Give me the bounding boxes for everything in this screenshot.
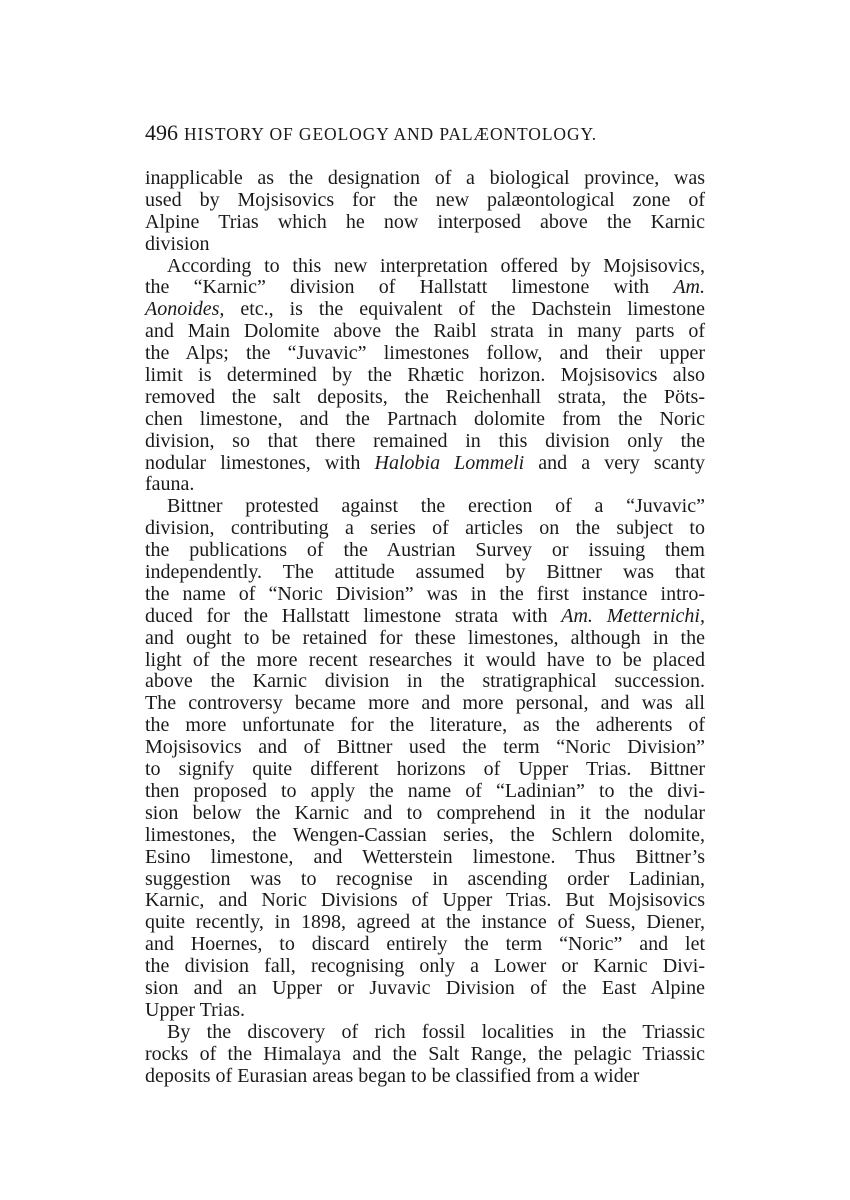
text-line: [145, 956, 705, 978]
text-line: [145, 190, 705, 212]
text-run: to signify quite different horizons of Upper Trias. Bittner: [145, 758, 705, 781]
italic-name: Halobia Lommeli: [374, 451, 525, 474]
paragraph: [145, 168, 705, 256]
paragraph: [145, 1022, 705, 1088]
text-run: The controversy became more and more personal, and was all: [145, 692, 705, 715]
text-run: the Alps; the “Juvavic” limestones follow, and their upper: [145, 342, 705, 365]
text-line: [145, 277, 705, 299]
text-run: etc., is the equivalent of the Dachstein limestone: [224, 298, 705, 321]
text-line: [145, 781, 705, 803]
text-run: According to this new interpretation offered by Mojsisovics,: [167, 254, 705, 277]
text-run: chen limestone, and the Partnach dolomite from the Noric: [145, 407, 705, 430]
page-number: 496: [145, 120, 178, 145]
text-run: By the discovery of rich fossil localities in the Triassic: [167, 1020, 705, 1043]
text-line: [145, 628, 705, 650]
text-line: [145, 803, 705, 825]
running-head: [145, 120, 705, 146]
text-line: [145, 453, 705, 475]
text-line: [145, 671, 705, 693]
text-line: [145, 365, 705, 387]
text-run: the division fall, recognising only a Lower or Karnic Divi-: [145, 955, 705, 978]
text-line: [145, 474, 705, 496]
text-run: above the Karnic division in the stratigraphical succession.: [145, 670, 705, 693]
italic-name: Am. Metternichi,: [561, 604, 705, 627]
text-run: the more unfortunate for the literature, as the adherents of: [145, 714, 705, 737]
text-line: [145, 321, 705, 343]
text-run: inapplicable as the designation of a biological province, was: [145, 167, 705, 189]
paragraph: [145, 496, 705, 1021]
text-line: [145, 934, 705, 956]
text-run: quite recently, in 1898, agreed at the instance of Suess, Diener,: [145, 911, 705, 934]
text-line: [145, 869, 705, 891]
text-line: [145, 409, 705, 431]
running-head-title: HISTORY OF GEOLOGY AND PALÆONTOLOGY.: [183, 124, 598, 144]
text-run: light of the more recent researches it would have to be placed: [145, 648, 705, 671]
text-line: [145, 168, 705, 190]
text-run: deposits of Eurasian areas began to be classified from a wider: [145, 1064, 640, 1087]
text-run: division, contributing a series of articles on the subject to: [145, 517, 705, 540]
text-run: and Main Dolomite above the Raibl strata in many parts of: [145, 320, 705, 343]
text-line: [145, 540, 705, 562]
text-run: and Hoernes, to discard entirely the term “Noric” and let: [145, 933, 705, 956]
paragraph: [145, 256, 705, 497]
text-run: nodular limestones, with: [145, 451, 375, 474]
text-line: [145, 693, 705, 715]
text-line: [145, 234, 705, 256]
text-line: [145, 1022, 705, 1044]
text-line: [145, 212, 705, 234]
text-run: the publications of the Austrian Survey or issuing them: [145, 539, 705, 562]
text-line: [145, 1066, 705, 1088]
italic-name: Am.: [673, 276, 705, 299]
text-run: the name of “Noric Division” was in the first instance intro-: [145, 582, 705, 605]
text-line: [145, 737, 705, 759]
text-line: [145, 715, 705, 737]
text-run: the “Karnic” division of Hallstatt limestone with: [145, 276, 674, 299]
text-line: [145, 256, 705, 278]
text-run: Upper Trias.: [145, 998, 246, 1021]
text-run: independently. The attitude assumed by Bittner was that: [145, 561, 705, 584]
text-line: [145, 299, 705, 321]
text-line: [145, 518, 705, 540]
text-run: division: [145, 232, 210, 255]
text-line: [145, 978, 705, 1000]
text-run: suggestion was to recognise in ascending order Ladinian,: [145, 867, 705, 890]
text-line: [145, 650, 705, 672]
text-line: [145, 912, 705, 934]
text-line: [145, 562, 705, 584]
text-line: [145, 890, 705, 912]
italic-name: Aonoides,: [145, 298, 225, 321]
text-run: duced for the Hallstatt limestone strata with: [145, 604, 562, 627]
text-run: used by Mojsisovics for the new palæontological zone of: [145, 188, 705, 211]
text-line: [145, 387, 705, 409]
text-line: [145, 606, 705, 628]
text-line: [145, 584, 705, 606]
text-run: Esino limestone, and Wetterstein limestone. Thus Bittner’s: [145, 845, 705, 868]
text-run: sion below the Karnic and to comprehend in it the nodular: [145, 801, 705, 824]
text-run: Karnic, and Noric Divisions of Upper Trias. But Mojsisovics: [145, 889, 705, 912]
text-run: rocks of the Himalaya and the Salt Range, the pelagic Triassic: [145, 1042, 705, 1065]
text-line: [145, 825, 705, 847]
text-line: [145, 759, 705, 781]
text-run: limestones, the Wengen-Cassian series, the Schlern dolomite,: [145, 823, 705, 846]
text-run: Alpine Trias which he now interposed above the Karnic: [145, 210, 705, 233]
text-run: and a very scanty: [524, 451, 705, 474]
text-line: [145, 343, 705, 365]
text-run: Mojsisovics and of Bittner used the term “Noric Division”: [145, 736, 705, 759]
text-run: then proposed to apply the name of “Ladinian” to the divi-: [145, 779, 705, 802]
text-run: and ought to be retained for these limestones, although in the: [145, 626, 705, 649]
text-line: [145, 847, 705, 869]
text-run: fauna.: [145, 473, 195, 496]
text-run: sion and an Upper or Juvavic Division of the East Alpine: [145, 976, 705, 999]
text-run: removed the salt deposits, the Reichenhall strata, the Pöts-: [145, 385, 705, 408]
text-line: [145, 1000, 705, 1022]
text-run: division, so that there remained in this division only the: [145, 429, 705, 452]
text-run: limit is determined by the Rhætic horizon. Mojsisovics also: [145, 364, 705, 387]
text-line: [145, 1044, 705, 1066]
text-line: [145, 431, 705, 453]
body-text: [145, 168, 705, 1087]
text-run: Bittner protested against the erection of a “Juvavic”: [167, 495, 705, 518]
text-line: [145, 496, 705, 518]
